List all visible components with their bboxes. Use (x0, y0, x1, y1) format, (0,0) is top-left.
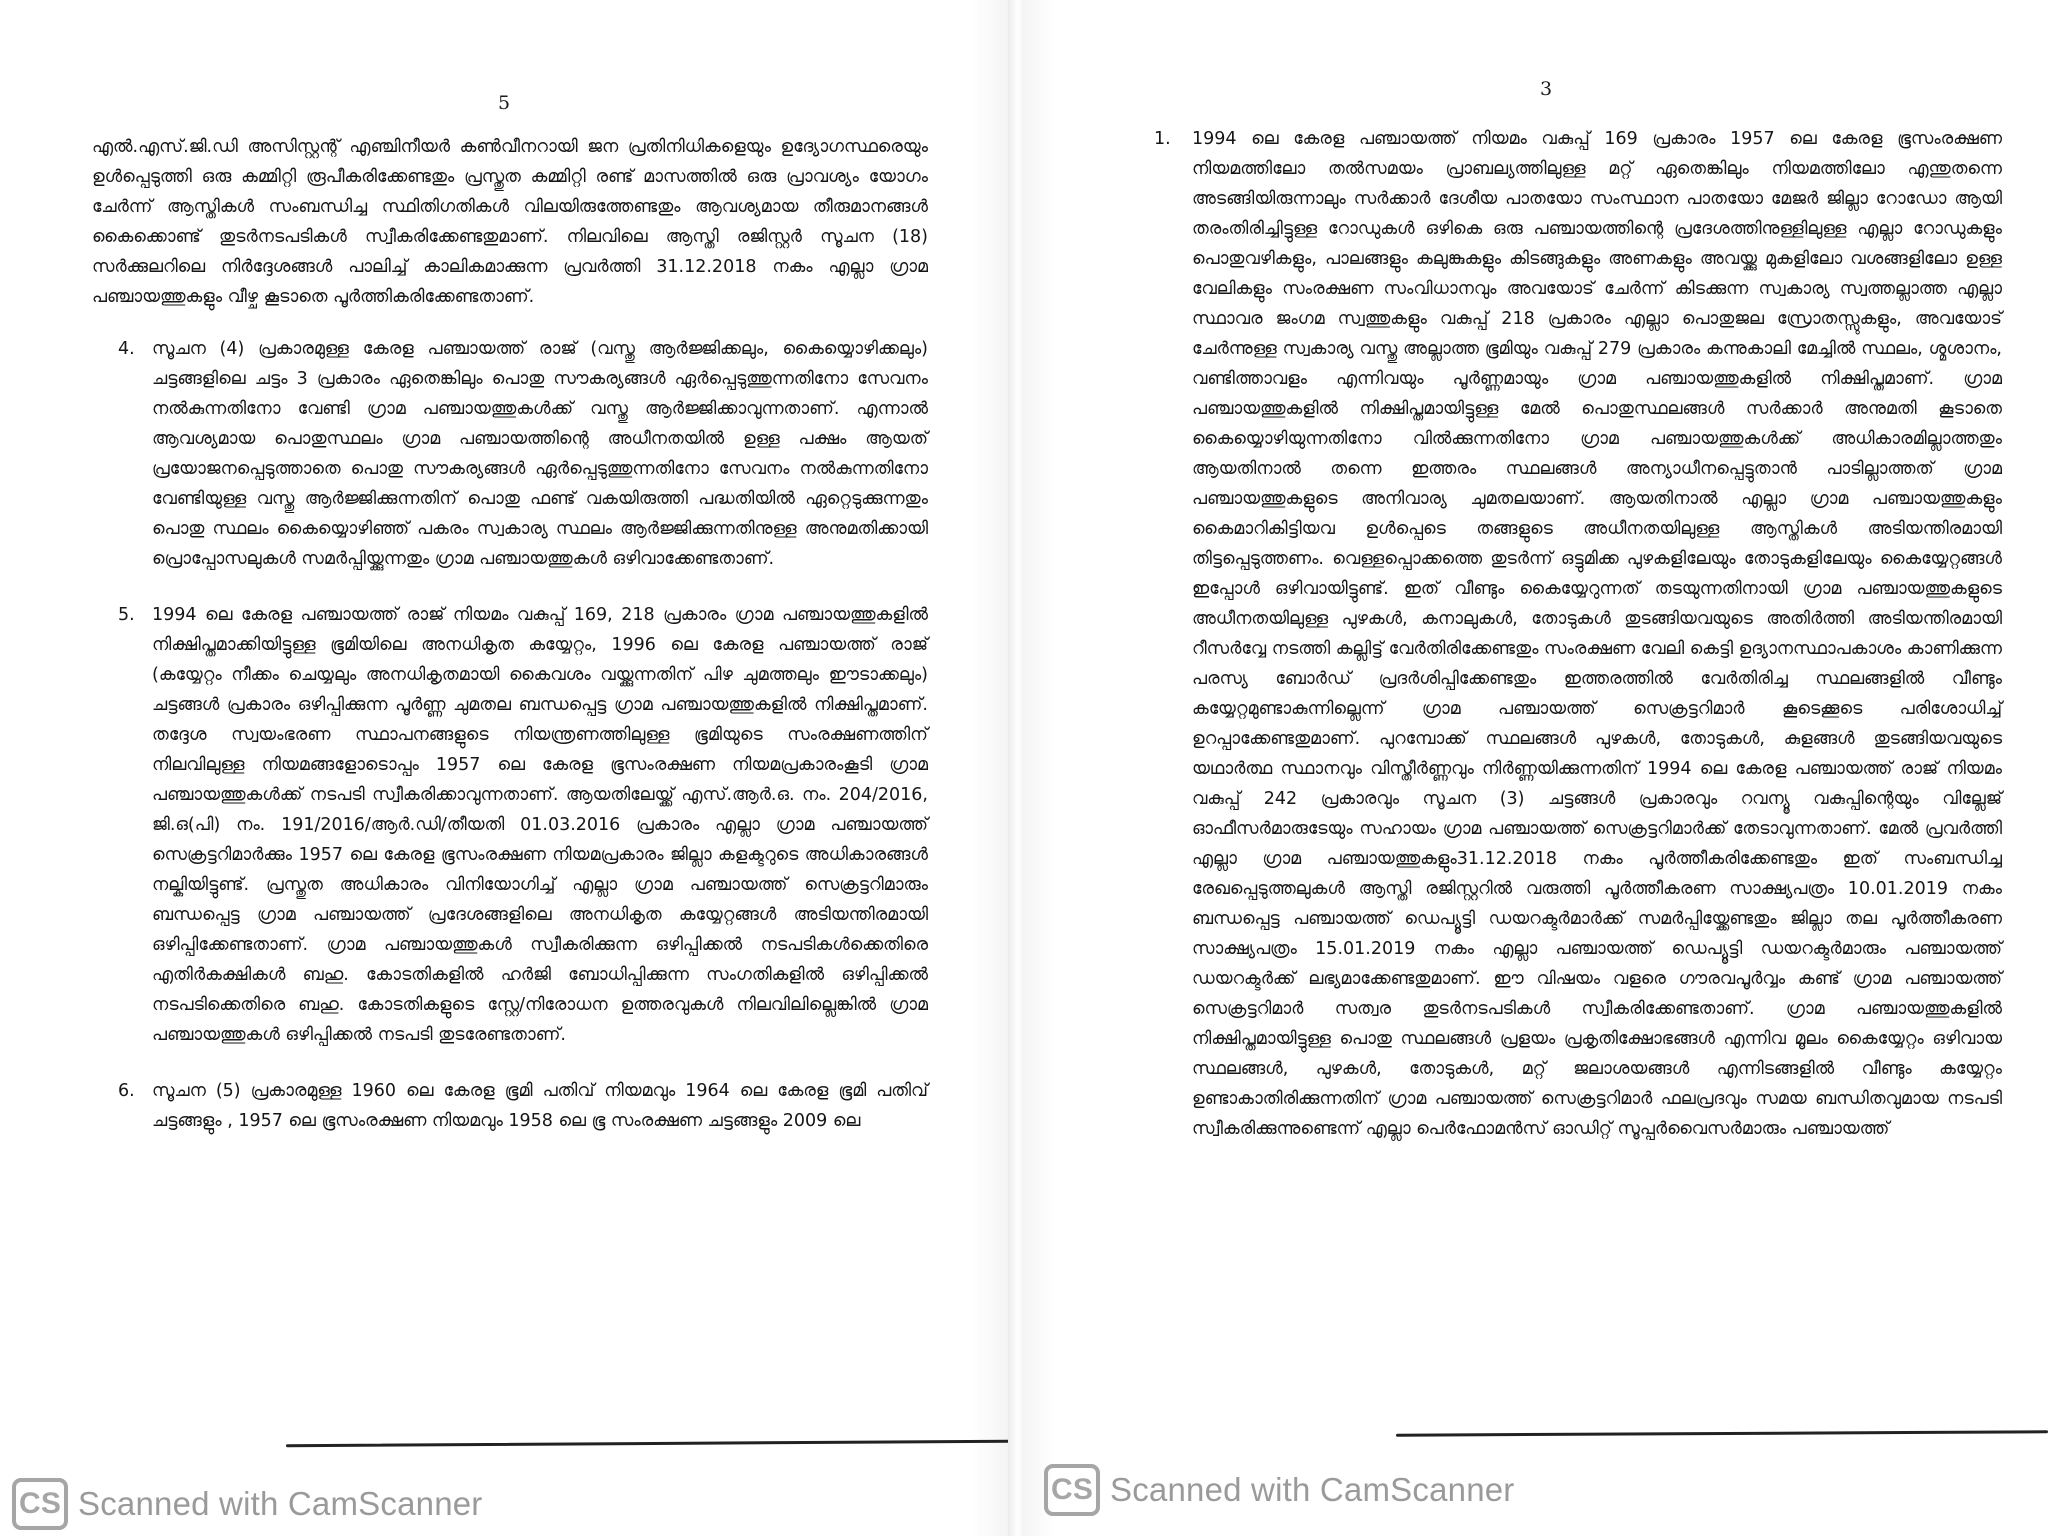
list-item (118, 600, 928, 1050)
camscanner-watermark (12, 1478, 482, 1530)
camscanner-logo-icon: CS (12, 1478, 68, 1530)
item-number: 4. (118, 339, 135, 359)
list-item (118, 1076, 928, 1136)
right-page-body (1154, 124, 2002, 1144)
left-page (0, 0, 1012, 1536)
left-page-body (92, 132, 928, 1136)
intro-paragraph: എൽ.എസ്.ജി.ഡി അസിസ്റ്റന്റ് എഞ്ചിനീയർ കൺവീനറായി ജന പ്രതിനിധികളെയും ഉദ്യോഗസ്ഥരെയും ഉൾപ്പെടുത്തി ഒരു കമ്മിറ്റി രൂപീകരിക്കേണ്ടതും പ്രസ്തുത കമ്മിറ്റി രണ്ട് മാസത്തിൽ ഒരു പ്രാവശ്യം യോഗം ചേർന്ന് ആസ്തികൾ സംബന്ധിച്ച സ്ഥിതിഗതികൾ വിലയിരുത്തേണ്ടതും ആവശ്യമായ തീരുമാനങ്ങൾ കൈക്കൊണ്ട് തുടർനടപടികൾ സ്വീകരിക്കേണ്ടതുമാണ്. നിലവിലെ ആസ്തി രജിസ്റ്റർ സൂചന (18) സർക്കുലറിലെ നിർദ്ദേശങ്ങൾ പാലിച്ച് കാലികമാക്കുന്ന പ്രവർത്തി 31.12.2018 നകം എല്ലാ ഗ്രാമ പഞ്ചായത്തുകളും വീഴ്ച കൂടാതെ പൂർത്തികരിക്കേണ്ടതാണ്. (92, 137, 928, 307)
right-page (1024, 0, 2048, 1536)
item-number: 5. (118, 605, 135, 625)
list-item (118, 334, 928, 574)
camscanner-watermark (1044, 1464, 1514, 1516)
page-number: 3 (1540, 78, 1553, 100)
item-text: സൂചന (5) പ്രകാരമുള്ള 1960 ലെ കേരള ഭൂമി പതിവ് നിയമവും 1964 ലെ കേരള ഭൂമി പതിവ് ചട്ടങ്ങളും , 1957 ലെ ഭൂസംരക്ഷണ നിയമവും 1958 ലെ ഭൂ സംരക്ഷണ ചട്ടങ്ങളും 2009 ലെ (152, 1081, 928, 1131)
camscanner-logo-icon: CS (1044, 1464, 1100, 1516)
watermark-text: Scanned with CamScanner (1110, 1471, 1515, 1508)
list-item (1154, 124, 2002, 1144)
item-number: 1. (1154, 129, 1171, 149)
watermark-text: Scanned with CamScanner (78, 1485, 483, 1522)
page-bottom-rule (1396, 1430, 2048, 1436)
page-number: 5 (498, 92, 511, 114)
item-text: 1994 ലെ കേരള പഞ്ചായത്ത് നിയമം വകുപ്പ് 169 പ്രകാരം 1957 ലെ കേരള ഭൂസംരക്ഷണ നിയമത്തിലോ തൽസമയം പ്രാബല്യത്തിലുള്ള മറ്റ് ഏതെങ്കിലും നിയമത്തിലോ എന്തുതന്നെ അടങ്ങിയിരുന്നാലും സർക്കാർ ദേശീയ പാതയോ സംസ്ഥാന പാതയോ മേജർ ജില്ലാ റോഡോ ആയി തരംതിരിച്ചിട്ടുള്ള റോഡുകൾ ഒഴികെ ഒരു പഞ്ചായത്തിന്റെ പ്രദേശത്തിനുള്ളിലുള്ള എല്ലാ റോഡുകളും പൊതുവഴികളും, പാലങ്ങളും കലുങ്കുകളും കിടങ്ങുകളും അണകളും അവയ്ക്കു മുകളിലോ വശങ്ങളിലോ ഉള്ള വേലികളും സംരക്ഷണ സംവിധാനവും അവയോട് ചേർന്ന് കിടക്കുന്ന സ്വകാര്യ സ്വത്തല്ലാത്ത എല്ലാ സ്ഥാവര ജംഗമ സ്വത്തുകളും വകുപ്പ് 218 പ്രകാരം എല്ലാ പൊതുജല സ്രോതസ്സുകളും, അവയോട് ചേർന്നുള്ള സ്വകാര്യ വസ്തു അല്ലാത്ത ഭൂമിയും വകുപ്പ് 279 പ്രകാരം കന്നുകാലി മേച്ചിൽ സ്ഥലം, ശ്മശാനം, വണ്ടിത്താവളം എന്നിവയും പൂർണ്ണമായും ഗ്രാമ പഞ്ചായത്തുകളിൽ നിക്ഷിപ്തമാണ്. ഗ്രാമ പഞ്ചായത്തുകളിൽ നിക്ഷിപ്തമായിട്ടുള്ള മേൽ പൊതുസ്ഥലങ്ങൾ സർക്കാർ അനുമതി കൂടാതെ കൈയ്യൊഴിയുന്നതിനോ വിൽക്കുന്നതിനോ ഗ്രാമ പഞ്ചായത്തുകൾക്ക് അധികാരമില്ലാത്തതും ആയതിനാൽ തന്നെ ഇത്തരം സ്ഥലങ്ങൾ അന്യാധീനപ്പെട്ടുതാൻ പാടില്ലാത്തത് ഗ്രാമ പഞ്ചായത്തുകളുടെ അനിവാര്യ ചുമതലയാണ്. ആയതിനാൽ എല്ലാ ഗ്രാമ പഞ്ചായത്തുകളും കൈമാറികിട്ടിയവ ഉൾപ്പെടെ തങ്ങളുടെ അധീനതയിലുള്ള ആസ്തികൾ അടിയന്തിരമായി തിട്ടപ്പെടുത്തണം. വെള്ളപ്പൊക്കത്തെ തുടർന്ന് ഒട്ടുമിക്ക പുഴകളിലേയും തോടുകളിലേയും കൈയ്യേറ്റങ്ങൾ ഇപ്പോൾ ഒഴിവായിട്ടുണ്ട്. ഇത് വീണ്ടും കൈയ്യേറുന്നത് തടയുന്നതിനായി ഗ്രാമ പഞ്ചായത്തുകളുടെ അധീനതയിലുള്ള പുഴകൾ, കനാലുകൾ, തോടുകൾ തുടങ്ങിയവയുടെ അതിർത്തി അടിയന്തിരമായി റീസർവ്വേ നടത്തി കല്ലിട്ട് വേർതിരിക്കേണ്ടതും സംരക്ഷണ വേലി കെട്ടി ഉദ്യാനസ്ഥാപകാശം കാണിക്കുന്ന പരസ്യ ബോർഡ് പ്രദർശിപ്പിക്കേണ്ടതും ഇത്തരത്തിൽ വേർതിരിച്ച സ്ഥലങ്ങളിൽ വീണ്ടും കയ്യേറ്റമുണ്ടാകുന്നില്ലെന്ന് ഗ്രാമ പഞ്ചായത്ത് സെക്രട്ടറിമാർ കൂടെക്കൂടെ പരിശോധിച്ച് ഉറപ്പാക്കേണ്ടതുമാണ്. പുറമ്പോക്ക് സ്ഥലങ്ങൾ പുഴകൾ, തോടുകൾ, കുളങ്ങൾ തുടങ്ങിയവയുടെ യഥാർത്ഥ സ്ഥാനവും വിസ്തീർണ്ണവും നിർണ്ണയിക്കുന്നതിന് 1994 ലെ കേരള പഞ്ചായത്ത് രാജ് നിയമം വകുപ്പ് 242 പ്രകാരവും സൂചന (3) ചട്ടങ്ങൾ പ്രകാരവും റവന്യൂ വകുപ്പിന്റെയും വില്ലേജ് ഓഫീസർമാരുടേയും സഹായം ഗ്രാമ പഞ്ചായത്ത് സെക്രട്ടറിമാർക്ക് തേടാവുന്നതാണ്. മേൽ പ്രവർത്തി എല്ലാ ഗ്രാമ പഞ്ചായത്തുകളും31.12.2018 നകം പൂർത്തീകരിക്കേണ്ടതും ഇത് സംബന്ധിച്ച രേഖപ്പെടുത്തലുകൾ ആസ്തി രജിസ്റ്ററിൽ വരുത്തി പൂർത്തീകരണ സാക്ഷ്യപത്രം 10.01.2019 നകം ബന്ധപ്പെട്ട പഞ്ചായത്ത് ഡെപ്യൂട്ടി ഡയറക്ടർമാർക്ക് സമർപ്പിയ്ക്കേണ്ടതും ജില്ലാ തല പൂർത്തീകരണ സാക്ഷ്യപത്രം 15.01.2019 നകം എല്ലാ പഞ്ചായത്ത് ഡെപ്യൂട്ടി ഡയറക്ടർമാരും പഞ്ചായത്ത് ഡയറക്ടർക്ക് ലഭ്യമാക്കേണ്ടതുമാണ്. ഈ വിഷയം വളരെ ഗൗരവപൂർവ്വം കണ്ട് ഗ്രാമ പഞ്ചായത്ത് സെക്രട്ടറിമാർ സത്വര തുടർനടപടികൾ സ്വീകരിക്കേണ്ടതാണ്. ഗ്രാമ പഞ്ചായത്തുകളിൽ നിക്ഷിപ്തമായിട്ടുള്ള പൊതു സ്ഥലങ്ങൾ പ്രളയം പ്രകൃതിക്ഷോഭങ്ങൾ എന്നിവ മൂലം കൈയ്യേറ്റം ഒഴിവായ സ്ഥലങ്ങൾ, പുഴകൾ, തോടുകൾ, മറ്റ് ജലാശയങ്ങൾ എന്നിടങ്ങളിൽ വീണ്ടും കയ്യേറ്റം ഉണ്ടാകാതിരിക്കുന്നതിന് ഗ്രാമ പഞ്ചായത്ത് സെക്രട്ടറിമാർ ഫലപ്രദവും സമയ ബന്ധിതവുമായ നടപടി സ്വീകരിക്കുന്നുണ്ടെന്ന് എല്ലാ പെർഫോമൻസ് ഓഡിറ്റ് സൂപ്പർവൈസർമാരും പഞ്ചായത്ത് (1192, 129, 2002, 1139)
item-text: സൂചന (4) പ്രകാരമുള്ള കേരള പഞ്ചായത്ത് രാജ് (വസ്തു ആർജ്ജിക്കലും, കൈയ്യൊഴിക്കലും) ചട്ടങ്ങളിലെ ചട്ടം 3 പ്രകാരം ഏതെങ്കിലും പൊതു സൗകര്യങ്ങൾ ഏർപ്പെടുത്തുന്നതിനോ സേവനം നൽകുന്നതിനോ വേണ്ടി ഗ്രാമ പഞ്ചായത്തുകൾക്ക് വസ്തു ആർജ്ജിക്കാവുന്നതാണ്. എന്നാൽ ആവശ്യമായ പൊതുസ്ഥലം ഗ്രാമ പഞ്ചായത്തിന്റെ അധീനതയിൽ ഉള്ള പക്ഷം ആയത് പ്രയോജനപ്പെടുത്താതെ പൊതു സൗകര്യങ്ങൾ ഏർപ്പെടുത്തുന്നതിനോ സേവനം നൽകുന്നതിനോ വേണ്ടിയുള്ള വസ്തു ആർജ്ജിക്കുന്നതിന് പൊതു ഫണ്ട് വകയിരുത്തി പദ്ധതിയിൽ ഏറ്റെടുക്കുന്നതും പൊതു സ്ഥലം കൈയ്യൊഴിഞ്ഞ് പകരം സ്വകാര്യ സ്ഥലം ആർജ്ജിക്കുന്നതിനുള്ള അനുമതിക്കായി പ്രൊപ്പോസലുകൾ സമർപ്പിയ്ക്കുന്നതും ഗ്രാമ പഞ്ചായത്തുകൾ ഒഴിവാക്കേണ്ടതാണ്. (152, 339, 928, 569)
item-number: 6. (118, 1081, 135, 1101)
page-bottom-rule (286, 1440, 1010, 1447)
item-text: 1994 ലെ കേരള പഞ്ചായത്ത് രാജ് നിയമം വകുപ്പ് 169, 218 പ്രകാരം ഗ്രാമ പഞ്ചായത്തുകളിൽ നിക്ഷിപ്തമാക്കിയിട്ടുള്ള ഭൂമിയിലെ അനധികൃത കയ്യേറ്റം, 1996 ലെ കേരള പഞ്ചായത്ത് രാജ് (കയ്യേറ്റം നീക്കം ചെയ്യലും അനധികൃതമായി കൈവശം വയ്ക്കുന്നതിന് പിഴ ചുമത്തലും ഈടാക്കലും) ചട്ടങ്ങൾ പ്രകാരം ഒഴിപ്പിക്കുന്ന പൂർണ്ണ ചുമതല ബന്ധപ്പെട്ട ഗ്രാമ പഞ്ചായത്തുകളിൽ നിക്ഷിപ്തമാണ്. തദ്ദേശ സ്വയംഭരണ സ്ഥാപനങ്ങളുടെ നിയന്ത്രണത്തിലുള്ള ഭൂമിയുടെ സംരക്ഷണത്തിന് നിലവിലുള്ള നിയമങ്ങളോടൊപ്പം 1957 ലെ കേരള ഭൂസംരക്ഷണ നിയമപ്രകാരംകൂടി ഗ്രാമ പഞ്ചായത്തുകൾക്ക് നടപടി സ്വീകരിക്കാവുന്നതാണ്. ആയതിലേയ്ക്ക് എസ്.ആർ.ഒ. നം. 204/2016, ജി.ഒ(പി) നം. 191/2016/ആർ.ഡി/തീയതി 01.03.2016 പ്രകാരം എല്ലാ ഗ്രാമ പഞ്ചായത്ത് സെക്രട്ടറിമാർക്കും 1957 ലെ കേരള ഭൂസംരക്ഷണ നിയമപ്രകാരം ജില്ലാ കളക്ടറുടെ അധികാരങ്ങൾ നല്കിയിട്ടുണ്ട്. പ്രസ്തുത അധികാരം വിനിയോഗിച്ച് എല്ലാ ഗ്രാമ പഞ്ചായത്ത് സെക്രട്ടറിമാരും ബന്ധപ്പെട്ട ഗ്രാമ പഞ്ചായത്ത് പ്രദേശങ്ങളിലെ അനധികൃത കയ്യേറ്റങ്ങൾ അടിയന്തിരമായി ഒഴിപ്പിക്കേണ്ടതാണ്. ഗ്രാമ പഞ്ചായത്തുകൾ സ്വീകരിക്കുന്ന ഒഴിപ്പിക്കൽ നടപടികൾക്കെതിരെ എതിർകക്ഷികൾ ബഹു. കോടതികളിൽ ഹർജി ബോധിപ്പിക്കുന്ന സംഗതികളിൽ ഒഴിപ്പിക്കൽ നടപടിക്കെതിരെ ബഹു. കോടതികളുടെ സ്റ്റേ/നിരോധന ഉത്തരവുകൾ നിലവിലില്ലെങ്കിൽ ഗ്രാമ പഞ്ചായത്തുകൾ ഒഴിപ്പിക്കൽ നടപടി തുടരേണ്ടതാണ്. (152, 605, 928, 1045)
